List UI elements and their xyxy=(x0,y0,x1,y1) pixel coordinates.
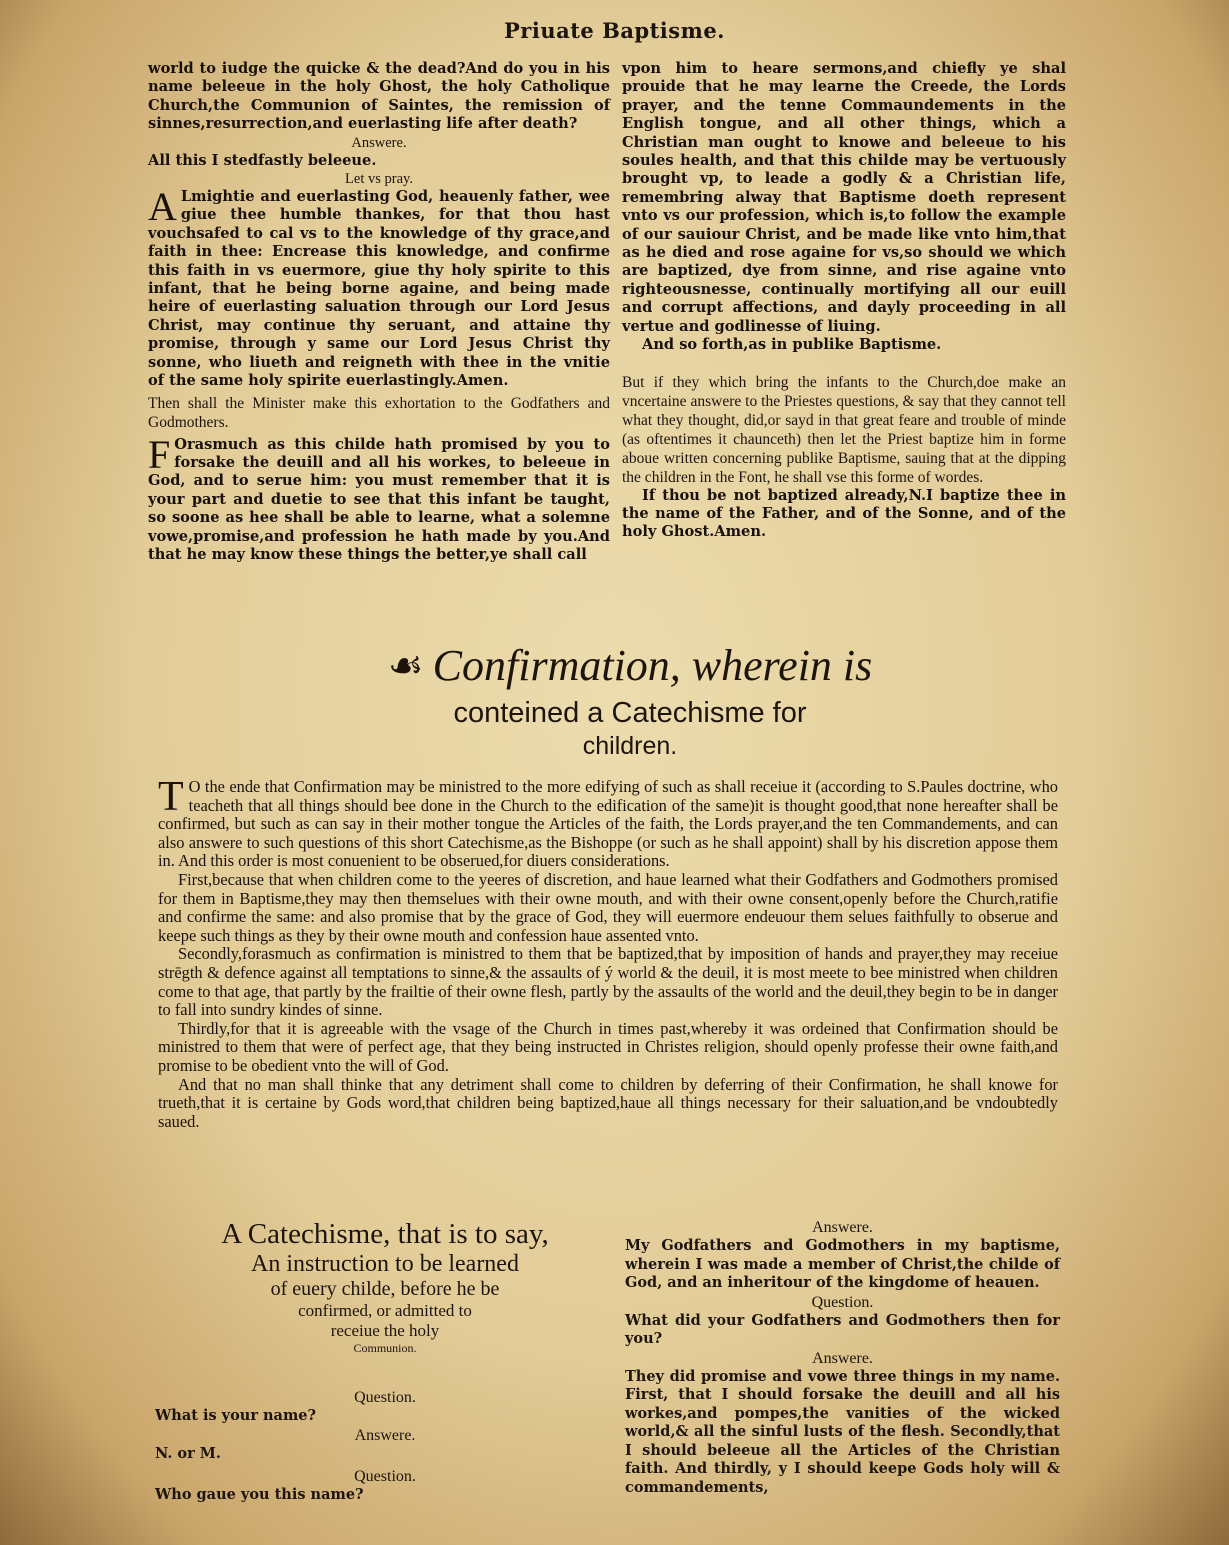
right-para-exhortation: vpon him to heare sermons,and chiefly ye shal prouide that he may learne the Creede, the Lords prayer, and the tenne Commaundements in the English tongue, and all other things, which a Christian man ought to knowe and beleeue to his soules health, and that this childe may be vertuously brought vp, to leade a godly & a Christian life, remembring alway that Baptisme doeth represent vnto vs our profession, which is,to follow the example of our sauiour Christ, and be made like vnto him,that as he died and rose againe for vs,so should we which are baptized, dye from sinne, and rise againe vnto righteousnesse, continually mortifying all our euill and corrupt affections, and dayly proceeding in all vertue and godlinesse of liuing. xyxy=(622,60,1066,335)
left-para-creed: world to iudge the quicke & the dead?And do you in his name beleeue in the holy Ghost, the holy Catholique Church,the Communion of Saintes, the remission of sinnes,resurrection,and euerlasting life after death? xyxy=(148,60,610,133)
question-text: Who gaue you this name? xyxy=(155,1486,364,1503)
question-label: Question. xyxy=(354,1468,416,1485)
publike-baptisme-note: And so forth,as in publike Baptisme. xyxy=(642,336,942,354)
catechism-title-line: confirmed, or admitted to xyxy=(298,1301,472,1320)
confirmation-subtitle-2: children. xyxy=(582,732,678,760)
exhortation-text: FOrasmuch as this childe hath promised by you to forsake the deuill and all his workes, to beleeue in God, and to serue him: you must remember that it is your part and duetie to see that this infant be taught, so soone as hee shall be able to learne, what a solemne vowe,promise,and profession he hath made by you.And that he may know these things the better,ye shall call xyxy=(148,431,610,563)
prayer-text: ALmightie and euerlasting God, heauenly father, wee giue thee humble thankes, for that thou hast vouchsafed to cal vs to the knowledge of thy grace,and faith in thee: Encrease this knowledge, and confirme this faith in vs euermore, giue thy holy spirite to this infant, that he being borne againe, and being made heire of euerlasting saluation through our Lord Jesus Christ, may continue thy seruant, and attaine thy promise, through y same our Lord Jesus Christ thy sonne, who liueth and reigneth with thee in the vnitie of the same holy spirite euerlastingly.Amen. xyxy=(148,184,610,390)
answere-label: Answere. xyxy=(351,134,407,151)
confirmation-subtitle-1: conteined a Catechisme for xyxy=(453,697,807,729)
answere-label: Answere. xyxy=(812,1349,873,1367)
answere-text: All this I stedfastly beleeue. xyxy=(148,151,377,169)
left-column xyxy=(148,60,610,564)
question-text: What did your Godfathers and Godmothers then for you? xyxy=(625,1311,1060,1347)
answere-text: They did promise and vowe three things in my name. First, that I should forsake the deuill and all his workes,and pompes,the vanities of the wicked world,& all the sinful lusts of the flesh. Secondly,that I should beleeue all the Articles of the Christian faith. And thirdly, y I should keepe Gods holy will & commandements, xyxy=(625,1367,1060,1496)
answere-label: Answere. xyxy=(812,1219,873,1236)
running-head: Priuate Baptisme. xyxy=(503,18,725,43)
catechism-heading xyxy=(150,1218,620,1356)
catechism-left-qa xyxy=(155,1388,615,1505)
answere-text: My Godfathers and Godmothers in my baptisme, wherein I was made a member of Christ,the childe of God, and an inheritour of the kingdome of heauen. xyxy=(625,1237,1060,1291)
exhortation-rubric: Then shall the Minister make this exhortation to the Godfathers and Godmothers. xyxy=(148,394,610,431)
preface-para: And that no man shall thinke that any detriment shall come to children by deferring of their Confirmation, he shall knowe for trueth,that it is certaine by Gods word,that children being baptized,haue all things necessary for their saluation,and be vndoubtedly saued. xyxy=(158,1074,1058,1131)
confirmation-title: Confirmation, wherein is xyxy=(432,641,873,690)
question-label: Question. xyxy=(811,1293,874,1311)
catechism-title-line: Communion. xyxy=(353,1341,417,1355)
catechism-title-line: A Catechisme, that is to say, xyxy=(221,1218,549,1250)
question-label: Question. xyxy=(354,1389,416,1406)
preface-para: Secondly,forasmuch as confirmation is ministred to them that be baptized,that by imposition of hands and prayer,they may receiue strēgth & defence against all temptations to sinne,& the assaults of ý world & the deuil, it is most meete to bee ministred when children come to that age, that partly by the frailtie of their owne flesh, partly by the assaults of the world and the deuil,they begin to be in danger to fall into sundry kindes of sinne. xyxy=(158,944,1058,1020)
preface-para: Thirdly,for that it is agreeable with the vsage of the Church in times past,whereby it was ordeined that Confirmation should be ministred to them that were of perfect age, that they being instructed in Christes religion, should openly professe their owne faith,and promise to be obedient vnto the will of God. xyxy=(158,1018,1058,1075)
lets-pray-label: Let vs pray. xyxy=(345,171,413,188)
catechism-title-line: of euery childe, before he be xyxy=(270,1278,500,1300)
catechism-title-line: An instruction to be learned xyxy=(251,1251,519,1277)
question-text: What is your name? xyxy=(155,1407,317,1424)
uncertaine-answere-rubric: But if they which bring the infants to the Church,doe make an vncertaine answere to the Priestes questions, & say that they cannot tell what they thought, did,or sayd in that great feare and trouble of minde (as oftentimes it chaunceth) then let the Priest baptize him in forme aboue written concerning publike Baptisme, sauing that at the dipping the children in the Font, he shall vse this forme of wordes. xyxy=(622,373,1066,486)
right-column xyxy=(622,60,1066,542)
answere-label: Answere. xyxy=(354,1426,416,1444)
answere-text: N. or M. xyxy=(155,1444,221,1462)
catechism-right-qa xyxy=(625,1218,1060,1497)
confirmation-preface xyxy=(158,774,1058,1131)
preface-para: TO the ende that Confirmation may be ministred to the more edifying of such as shall receiue it (according to S.Paules doctrine, who teacheth that all things should bee done in the Church to the edification of the same)it is thought good,that none hereafter shall be confirmed, but such as can say in their mother tongue the Articles of the faith, the Lords prayer,and the ten Commandements, and can also answere to such questions of this short Catechisme,as the Bishoppe (or such as he shall appoint) shall by his discretion appose them in. And this order is most conuenient to be obserued,for diuers considerations. xyxy=(158,774,1058,871)
hand-ornament-icon: ☙ xyxy=(387,642,424,689)
confirmation-heading xyxy=(200,640,1060,761)
baptism-formula: If thou be not baptized already,N.I baptize thee in the name of the Father, and of the Sonne, and of the holy Ghost.Amen. xyxy=(622,486,1066,541)
catechism-title-line: receiue the holy xyxy=(330,1321,440,1340)
preface-para: First,because that when children come to the yeeres of discretion, and haue learned what their Godfathers and Godmothers promised for them in Baptisme,they may then themselues with their owne mouth, and with their owne consent,openly before the Church,ratifie and confirme the same: and also promise that by the grace of God, they will euermore endeuour them selues faithfully to obserue and keepe such things as they by their owne mouth and confession haue assented vnto. xyxy=(158,869,1058,945)
